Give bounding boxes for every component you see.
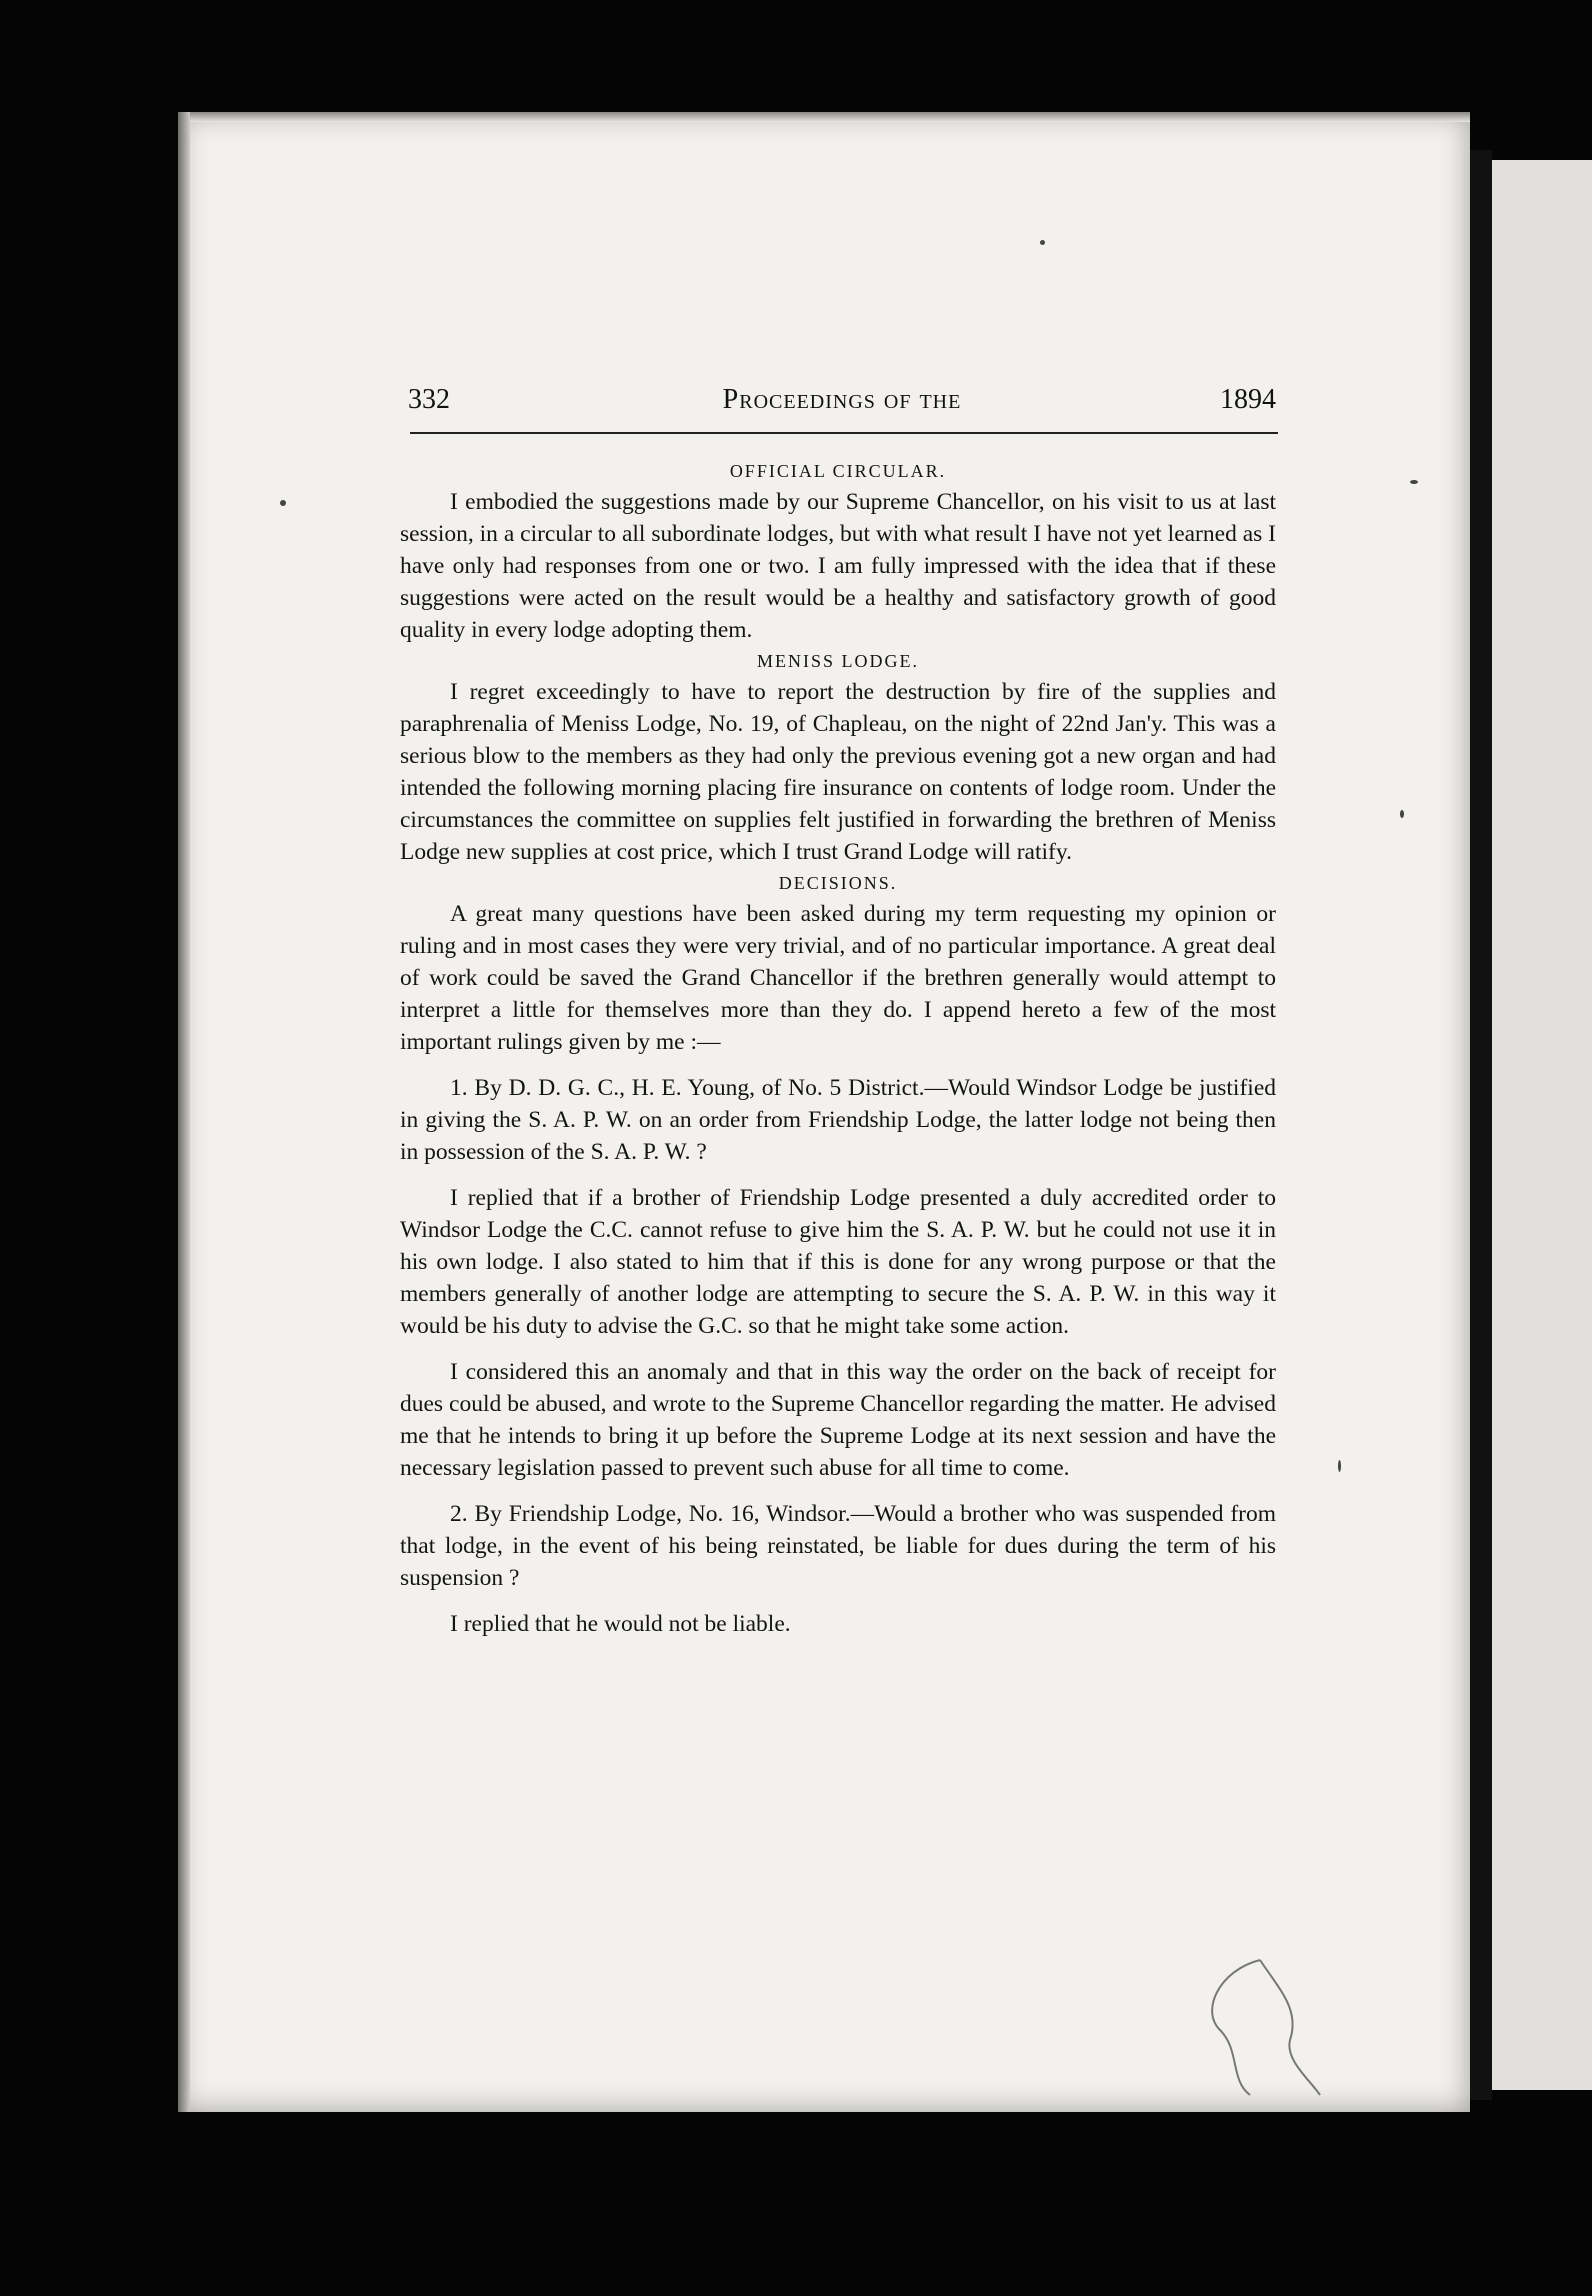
page-top-edge	[178, 112, 1470, 122]
section-heading-decisions: DECISIONS.	[778, 873, 898, 893]
page-body	[400, 456, 1276, 1640]
adjacent-page-edge	[1492, 160, 1592, 2090]
decision-reply: I replied that if a brother of Friendship Lodge presented a duly accredited order to Windsor Lodge the C.C. cannot refuse to give him the S. A. P. W. but he could not use it in his own lodge. I also stated to him that if this is done for any wrong purpose or that the members generally of another lodge are attempting to secure the S. A. P. W. in this way it would be his duty to advise the G.C. so that he might take some action.	[400, 1185, 1276, 1339]
decision-question: 1. By D. D. G. C., H. E. Young, of No. 5 District.—Would Windsor Lodge be justified in giving the S. A. P. W. on an order from Friendship Lodge, the latter lodge not being then in possession of the S. A. P. W. ?	[400, 1075, 1276, 1165]
paragraph-gap	[400, 1594, 1276, 1608]
paragraph: I embodied the suggestions made by our Supreme Chancellor, on his visit to us at last session, in a circular to all subordinate lodges, but with what result I have not yet learned as I have only had responses from one or two. I am fully impressed with the idea that if these suggestions were acted on the result would be a healthy and satisfactory growth of good quality in every lodge adopting them.	[400, 489, 1276, 643]
running-title: Proceedings of the	[722, 384, 962, 415]
scan-speck	[280, 500, 286, 506]
paragraph-gap	[400, 1058, 1276, 1072]
paragraph-gap	[400, 1342, 1276, 1356]
section-heading-meniss-lodge: MENISS LODGE.	[756, 651, 919, 671]
pencil-mark	[1190, 1950, 1330, 2100]
decision-reply: I replied that he would not be liable.	[450, 1611, 791, 1637]
page-left-edge	[178, 112, 190, 2112]
scan-speck	[1410, 480, 1418, 484]
page-gutter-shadow	[1470, 150, 1492, 2100]
section-heading-official-circular: OFFICIAL CIRCULAR.	[729, 461, 947, 481]
paragraph-gap	[400, 1484, 1276, 1498]
paragraph: I considered this an anomaly and that in this way the order on the back of receipt for dues could be abused, and wrote to the Supreme Chancellor regarding the matter. He advised me that he intends to bring it up before the Supreme Lodge at its next session and have the necessary legislation passed to prevent such abuse for all time to come.	[400, 1359, 1276, 1481]
header-year: 1894	[1220, 384, 1276, 415]
scan-speck	[1400, 810, 1404, 818]
decision-question: 2. By Friendship Lodge, No. 16, Windsor.—Would a brother who was suspended from that lodge, in the event of his being reinstated, be liable for dues during the term of his suspension ?	[400, 1501, 1276, 1591]
scan-speck	[1338, 1460, 1341, 1472]
running-header	[408, 384, 1276, 434]
header-rule	[410, 432, 1278, 434]
paragraph-gap	[400, 1168, 1276, 1182]
scan-speck	[1040, 240, 1045, 245]
page-number: 332	[408, 384, 450, 415]
paragraph: I regret exceedingly to have to report the destruction by fire of the supplies and paraphrenalia of Meniss Lodge, No. 19, of Chapleau, on the night of 22nd Jan'y. This was a serious blow to the members as they had only the previous evening got a new organ and had intended the following morning placing fire insurance on contents of lodge room. Under the circumstances the committee on supplies felt justified in forwarding the brethren of Meniss Lodge new supplies at cost price, which I trust Grand Lodge will ratify.	[400, 679, 1276, 865]
paragraph: A great many questions have been asked during my term requesting my opinion or ruling and in most cases they were very trivial, and of no particular importance. A great deal of work could be saved the Grand Chancellor if the brethren generally would attempt to interpret a little for themselves more than they do. I append hereto a few of the most important rulings given by me :—	[400, 901, 1276, 1055]
